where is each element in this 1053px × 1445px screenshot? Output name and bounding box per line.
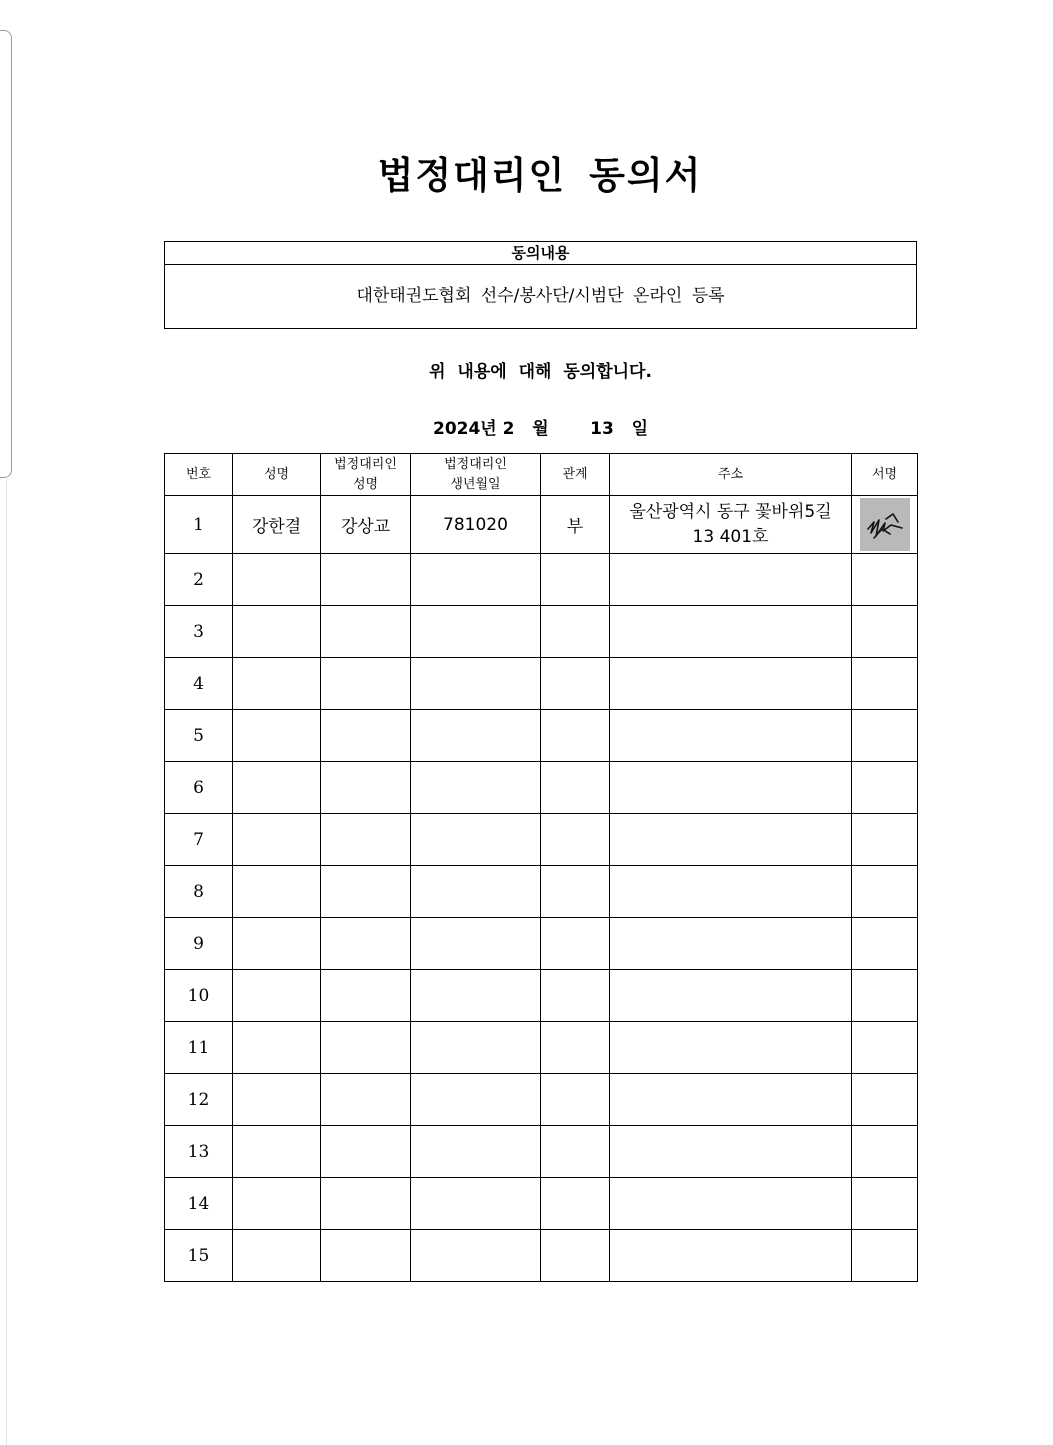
row-name[interactable] — [233, 606, 321, 658]
row-relation[interactable] — [541, 970, 610, 1022]
row-address[interactable] — [610, 814, 852, 866]
guardian-table — [164, 453, 918, 1282]
row-relation[interactable] — [541, 866, 610, 918]
row-address — [610, 496, 852, 554]
date-month-unit: 월 — [532, 419, 549, 439]
row-guardian-name[interactable] — [321, 710, 411, 762]
row-guardian-birth[interactable] — [411, 762, 541, 814]
document-title: 법정대리인 동의서 — [377, 153, 703, 197]
row-signature[interactable] — [852, 658, 918, 710]
row-guardian-birth[interactable] — [411, 710, 541, 762]
row-address[interactable] — [610, 918, 852, 970]
table-row — [165, 918, 918, 970]
date-day-unit: 일 — [631, 419, 649, 439]
row-address[interactable] — [610, 1230, 852, 1282]
row-guardian-name[interactable] — [321, 866, 411, 918]
row-name[interactable] — [233, 1022, 321, 1074]
row-relation[interactable] — [541, 918, 610, 970]
header-guardian-name-line2: 성명 — [352, 476, 379, 492]
row-guardian-birth[interactable] — [411, 1074, 541, 1126]
header-guardian-name — [321, 454, 411, 496]
header-number: 번호 — [165, 454, 233, 496]
row-name[interactable] — [233, 918, 321, 970]
row-name[interactable] — [233, 814, 321, 866]
date-day: 13 — [590, 419, 614, 439]
table-header-row — [165, 454, 918, 496]
row-address[interactable] — [610, 554, 852, 606]
table-row — [165, 606, 918, 658]
row-signature[interactable] — [852, 814, 918, 866]
row-name[interactable] — [233, 1074, 321, 1126]
header-guardian-birth-line2: 생년월일 — [450, 476, 501, 492]
row-guardian-name[interactable] — [321, 762, 411, 814]
row-signature[interactable] — [852, 918, 918, 970]
row-signature[interactable] — [852, 1022, 918, 1074]
consent-body: 대한태권도협회 선수/봉사단/시범단 온라인 등록 — [356, 286, 725, 306]
scrollbar-handle[interactable] — [0, 30, 12, 478]
row-guardian-birth[interactable] — [411, 1126, 541, 1178]
row-relation[interactable] — [541, 814, 610, 866]
date-month: 2 — [502, 419, 515, 439]
row-guardian-name[interactable] — [321, 1178, 411, 1230]
page-edge-line — [6, 476, 7, 1445]
row-address[interactable] — [610, 1126, 852, 1178]
row-guardian-name: 강상교 — [321, 496, 411, 554]
row-guardian-birth[interactable] — [411, 866, 541, 918]
row-name[interactable] — [233, 710, 321, 762]
row-guardian-name[interactable] — [321, 1230, 411, 1282]
row-name: 강한결 — [233, 496, 321, 554]
table-row — [165, 1230, 918, 1282]
header-guardian-birth-line1: 법정대리인 — [444, 456, 507, 472]
header-guardian-birth — [411, 454, 541, 496]
table-row — [165, 496, 918, 554]
row-signature — [852, 496, 918, 554]
table-row — [165, 1178, 918, 1230]
row-number: 1 — [165, 496, 233, 554]
table-row — [165, 554, 918, 606]
row-number: 2 — [165, 554, 233, 606]
row-number: 4 — [165, 658, 233, 710]
header-relation: 관계 — [541, 454, 610, 496]
row-signature[interactable] — [852, 1178, 918, 1230]
row-signature[interactable] — [852, 762, 918, 814]
row-guardian-birth[interactable] — [411, 554, 541, 606]
row-number: 10 — [165, 970, 233, 1022]
date-year: 2024년 — [432, 419, 497, 439]
row-relation[interactable] — [541, 1230, 610, 1282]
row-address[interactable] — [610, 970, 852, 1022]
row-relation[interactable] — [541, 1022, 610, 1074]
row-guardian-name[interactable] — [321, 1126, 411, 1178]
row-signature[interactable] — [852, 606, 918, 658]
row-relation[interactable] — [541, 658, 610, 710]
row-address[interactable] — [610, 1178, 852, 1230]
header-name: 성명 — [233, 454, 321, 496]
row-guardian-birth[interactable] — [411, 606, 541, 658]
table-row — [165, 1126, 918, 1178]
row-relation[interactable] — [541, 710, 610, 762]
row-name[interactable] — [233, 762, 321, 814]
row-name[interactable] — [233, 866, 321, 918]
table-row — [165, 710, 918, 762]
row-signature[interactable] — [852, 970, 918, 1022]
table-row — [165, 814, 918, 866]
row-signature[interactable] — [852, 710, 918, 762]
row-signature[interactable] — [852, 1126, 918, 1178]
row-guardian-name[interactable] — [321, 658, 411, 710]
row-number: 11 — [165, 1022, 233, 1074]
row-number: 8 — [165, 866, 233, 918]
row-guardian-name[interactable] — [321, 918, 411, 970]
row-name[interactable] — [233, 1126, 321, 1178]
table-row — [165, 762, 918, 814]
row-guardian-birth[interactable] — [411, 1178, 541, 1230]
row-number: 3 — [165, 606, 233, 658]
row-signature[interactable] — [852, 1074, 918, 1126]
signature-image — [860, 498, 910, 551]
row-guardian-birth[interactable] — [411, 658, 541, 710]
agree-statement: 위 내용에 대해 동의합니다. — [429, 362, 652, 382]
signature-scribble-icon — [860, 498, 910, 551]
row-guardian-name[interactable] — [321, 1022, 411, 1074]
row-address[interactable] — [610, 710, 852, 762]
row-guardian-name[interactable] — [321, 1074, 411, 1126]
row-relation[interactable] — [541, 554, 610, 606]
row-address[interactable] — [610, 762, 852, 814]
row-guardian-birth[interactable] — [411, 1230, 541, 1282]
row-relation[interactable] — [541, 1178, 610, 1230]
row-number: 6 — [165, 762, 233, 814]
row-number: 12 — [165, 1074, 233, 1126]
row-guardian-birth[interactable] — [411, 1022, 541, 1074]
row-number: 14 — [165, 1178, 233, 1230]
row-guardian-name[interactable] — [321, 814, 411, 866]
row-signature[interactable] — [852, 866, 918, 918]
row-relation[interactable] — [541, 606, 610, 658]
row-number: 15 — [165, 1230, 233, 1282]
header-guardian-name-line1: 법정대리인 — [334, 456, 397, 472]
row-guardian-birth[interactable] — [411, 814, 541, 866]
row-address-line1: 울산광역시 동구 꽃바위5길 — [629, 501, 832, 522]
consent-box — [164, 241, 917, 329]
row-address-line2: 13 401호 — [692, 526, 769, 547]
row-address[interactable] — [610, 866, 852, 918]
row-name[interactable] — [233, 554, 321, 606]
row-name[interactable] — [233, 970, 321, 1022]
row-number: 5 — [165, 710, 233, 762]
consent-header: 동의내용 — [165, 242, 916, 265]
date-line — [164, 414, 917, 439]
row-relation[interactable] — [541, 762, 610, 814]
row-number: 7 — [165, 814, 233, 866]
header-address: 주소 — [610, 454, 852, 496]
row-signature[interactable] — [852, 554, 918, 606]
row-address[interactable] — [610, 1022, 852, 1074]
table-row — [165, 866, 918, 918]
row-guardian-birth: 781020 — [411, 496, 541, 554]
row-name[interactable] — [233, 1230, 321, 1282]
row-address[interactable] — [610, 1074, 852, 1126]
table-row — [165, 1022, 918, 1074]
row-guardian-name[interactable] — [321, 554, 411, 606]
row-name[interactable] — [233, 658, 321, 710]
row-relation[interactable] — [541, 1074, 610, 1126]
table-row — [165, 658, 918, 710]
row-signature[interactable] — [852, 1230, 918, 1282]
row-name[interactable] — [233, 1178, 321, 1230]
row-guardian-birth[interactable] — [411, 970, 541, 1022]
table-row — [165, 970, 918, 1022]
row-number: 13 — [165, 1126, 233, 1178]
row-guardian-name[interactable] — [321, 606, 411, 658]
row-relation: 부 — [541, 496, 610, 554]
table-row — [165, 1074, 918, 1126]
row-relation[interactable] — [541, 1126, 610, 1178]
header-signature: 서명 — [852, 454, 918, 496]
row-guardian-birth[interactable] — [411, 918, 541, 970]
row-guardian-name[interactable] — [321, 970, 411, 1022]
row-number: 9 — [165, 918, 233, 970]
row-address[interactable] — [610, 658, 852, 710]
row-address[interactable] — [610, 606, 852, 658]
